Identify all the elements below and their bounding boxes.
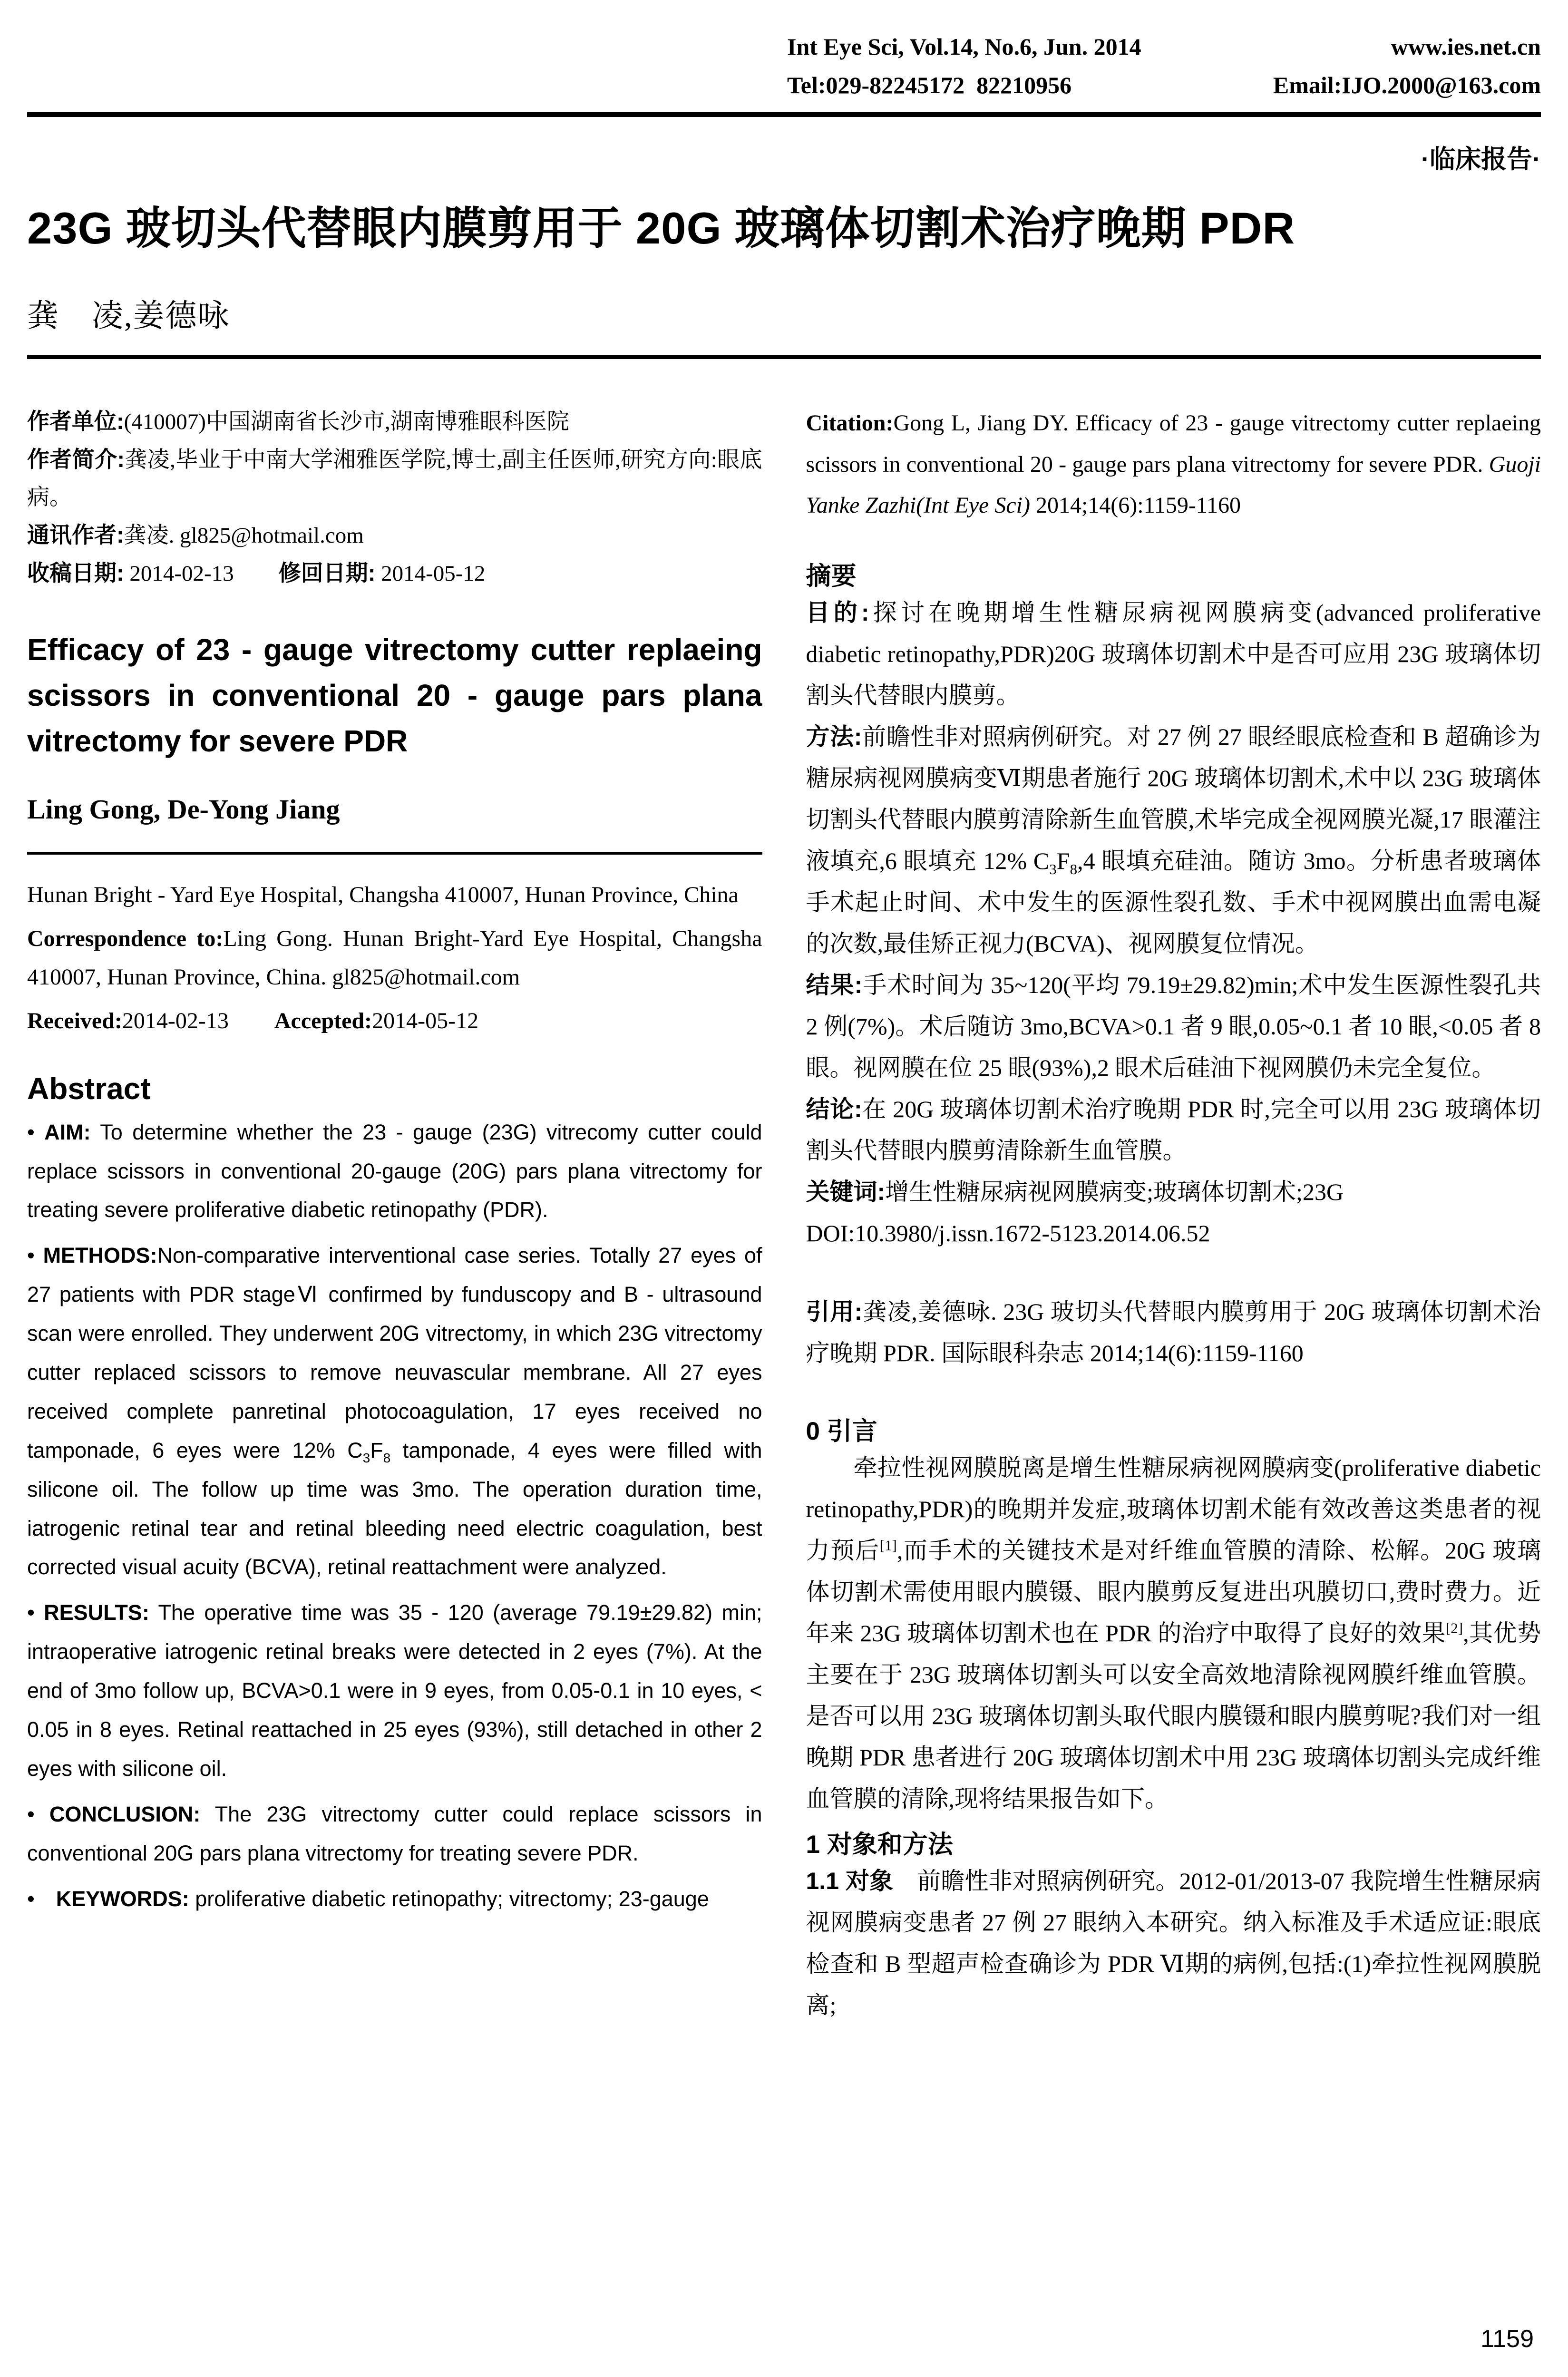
page-number: 1159 (1480, 2325, 1534, 2353)
author-affiliation-cn: 作者单位:(410007)中国湖南省长沙市,湖南博雅眼科医院 (27, 409, 569, 435)
article-title-cn: 23G 玻切头代替眼内膜剪用于 20G 玻璃体切割术治疗晚期 PDR (27, 203, 1295, 253)
citation-cn: 引用:龚凌,姜德咏. 23G 玻切头代替眼内膜剪用于 20G 玻璃体切割术治疗晚期 PDR. 国际眼科杂志 2014;14(6):1159-1160 (806, 1298, 1541, 1366)
subjects-methods-heading: 1 对象和方法 (806, 1830, 953, 1859)
journal-phone: Tel:029-82245172 82210956 (787, 72, 1072, 98)
received-revised-dates-cn: 收稿日期: 2014-02-13 修回日期: 2014-05-12 (27, 560, 486, 586)
introduction-heading: 0 引言 (806, 1417, 877, 1445)
author-bio-cn: 作者简介:龚凌,毕业于中南大学湘雅医学院,博士,副主任医师,研究方向:眼底病。 (27, 447, 762, 510)
abstract-heading-cn: 摘要 (806, 562, 857, 590)
introduction-paragraph: 牵拉性视网膜脱离是增生性糖尿病视网膜病变(proliferative diabetic retinopathy,PDR)的晚期并发症,玻璃体切割术能有效改善这类患者的视力预后[1],而手术的关键技术是对纤维血管膜的清除、松解。20G 玻璃体切割术需使用眼内膜镊、眼内膜剪反复进出巩膜切口,费时费力。近年来 23G 玻璃体切割术也在 PDR 的治疗中取得了良好的效果[2],其优势主要在于 23G 玻璃体切割头可以安全高效地清除视网膜纤维血管膜。是否可以用 23G 玻璃体切割头取代眼内膜镊和眼内膜剪呢?我们对一组晚期 PDR 患者进行 20G 玻璃体切割术中用 23G 玻璃体切割头完成纤维血管膜的清除,现将结果报告如下。 (806, 1454, 1541, 1812)
abstract-results: • RESULTS: The operative time was 35 - 120 (average 79.19±29.82) min; intraoperative iatrogenic retinal breaks were detected in 2 eyes (7%). At the end of 3mo follow up, BCVA>0.1 were in 9 eyes, from 0.05-0.1 in 10 eyes, < 0.05 in 8 eyes. Retinal reattached in 25 eyes (93%), still detached in other 2 eyes with silicone oil. (27, 1600, 762, 1781)
correspondence-en: Correspondence to:Ling Gong. Hunan Bright-Yard Eye Hospital, Changsha 410007, Hunan Province, China. gl825@hotmail.com (27, 925, 768, 990)
authors-en: Ling Gong, De-Yong Jiang (27, 794, 340, 825)
abstract-aim: • AIM: To determine whether the 23 - gauge (23G) vitrecomy cutter could replace scissors in conventional 20-gauge (20G) pars plana vitrectomy for treating severe proliferative diabetic retinopathy (PDR). (27, 1120, 762, 1222)
journal-issue-info: Int Eye Sci, Vol.14, No.6, Jun. 2014 (787, 33, 1141, 60)
left-column (27, 403, 768, 2026)
abstract-results-cn: 结果:手术时间为 35~120(平均 79.19±29.82)min;术中发生医源性裂孔共 2 例(7%)。术后随访 3mo,BCVA>0.1 者 9 眼,0.05~0.1 者 10 眼,<0.05 者 8 眼。视网膜在位 25 眼(93%),2 眼术后硅油下视网膜仍未完全复位。 (806, 971, 1541, 1081)
abstract-keywords: • KEYWORDS: proliferative diabetic retinopathy; vitrectomy; 23-gauge (27, 1886, 709, 1911)
two-column-body (27, 403, 1541, 2026)
journal-header (787, 28, 1541, 105)
doi-line: DOI:10.3980/j.issn.1672-5123.2014.06.52 (806, 1219, 1210, 1247)
section-label: ·临床报告· (1421, 145, 1541, 174)
subjects-paragraph: 1.1 对象 前瞻性非对照病例研究。2012-01/2013-07 我院增生性糖尿病视网膜病变患者 27 例 27 眼纳入本研究。纳入标准及手术适应证:眼底检查和 B 型超声检查确诊为 PDR Ⅵ期的病例,包括:(1)牵拉性视网膜脱离; (806, 1867, 1541, 2018)
abstract-conclusion-cn: 结论:在 20G 玻璃体切割术治疗晚期 PDR 时,完全可以用 23G 玻璃体切割头代替眼内膜剪清除新生血管膜。 (806, 1095, 1541, 1164)
header-divider (27, 112, 1541, 117)
authors-cn: 龚 凌,姜德咏 (27, 299, 230, 334)
header-line-1 (787, 28, 1541, 66)
abstract-conclusion: • CONCLUSION: The 23G vitrectomy cutter could replace scissors in conventional 20G pars plana vitrectomy for treating severe PDR. (27, 1802, 762, 1865)
abstract-methods: • METHODS:Non-comparative interventional case series. Totally 27 eyes of 27 patients with PDR stageⅥ confirmed by funduscopy and B - ultrasound scan were enrolled. They underwent 20G vitrectomy, in which 23G vitrectomy cutter replaced scissors to remove neuvascular membrane. All 27 eyes received complete panretinal photocoagulation, 17 eyes received no tamponade, 6 eyes were 12% $C_3F_8$ tamponade, 4 eyes were filled with silicone oil. The follow up time was 3mo. The operation duration time, iatrogenic retinal tear and retinal bleeding need electric coagulation, best corrected visual acuity (BCVA), retinal reattachment were analyzed. (27, 1243, 762, 1579)
journal-website: www.ies.net.cn (1391, 33, 1541, 60)
journal-email: Email:IJO.2000@163.com (1273, 72, 1541, 98)
right-column (806, 403, 1541, 2026)
keywords-cn: 关键词:增生性糖尿病视网膜病变;玻璃体切割术;23G (806, 1178, 1344, 1205)
header-line-2 (787, 66, 1541, 105)
left-column-divider (27, 852, 762, 855)
article-title-en: Efficacy of 23 - gauge vitrectomy cutter replaeing scissors in conventional 20 - gauge pars plana vitrectomy for severe PDR (27, 633, 762, 759)
authors-divider (27, 355, 1541, 359)
corresponding-author-cn: 通讯作者:龚凌. gl825@hotmail.com (27, 522, 364, 548)
affiliation-en: Hunan Bright - Yard Eye Hospital, Changsha 410007, Hunan Province, China (27, 882, 739, 908)
abstract-methods-cn: 方法:前瞻性非对照病例研究。对 27 例 27 眼经眼底检查和 B 超确诊为糖尿病视网膜病变Ⅵ期患者施行 20G 玻璃体切割术,术中以 23G 玻璃体切割头代替眼内膜剪清除新生血管膜,术毕完成全视网膜光凝,17 眼灌注液填充,6 眼填充 12% $C_3F_8,4$ 眼填充硅油。随访 3mo。分析患者玻璃体手术起止时间、术中发生的医源性裂孔数、手术中视网膜出血需电凝的次数,最佳矫正视力(BCVA)、视网膜复位情况。 (806, 723, 1541, 957)
citation-en: Citation:Gong L, Jiang DY. Efficacy of 23 - gauge vitrectomy cutter replaeing scissors in conventional 20 - gauge pars plana vitrectomy for severe PDR. Guoji Yanke Zazhi(Int Eye Sci) 2014;14(6):1159-1160 (806, 410, 1541, 518)
received-accepted-en: Received:2014-02-13 Accepted:2014-05-12 (27, 1008, 479, 1034)
abstract-heading-en: Abstract (27, 1071, 151, 1106)
abstract-aim-cn: 目的:探讨在晚期增生性糖尿病视网膜病变(advanced proliferative diabetic retinopathy,PDR)20G 玻璃体切割术中是否可应用 23G 玻璃体切割头代替眼内膜剪。 (806, 599, 1541, 709)
